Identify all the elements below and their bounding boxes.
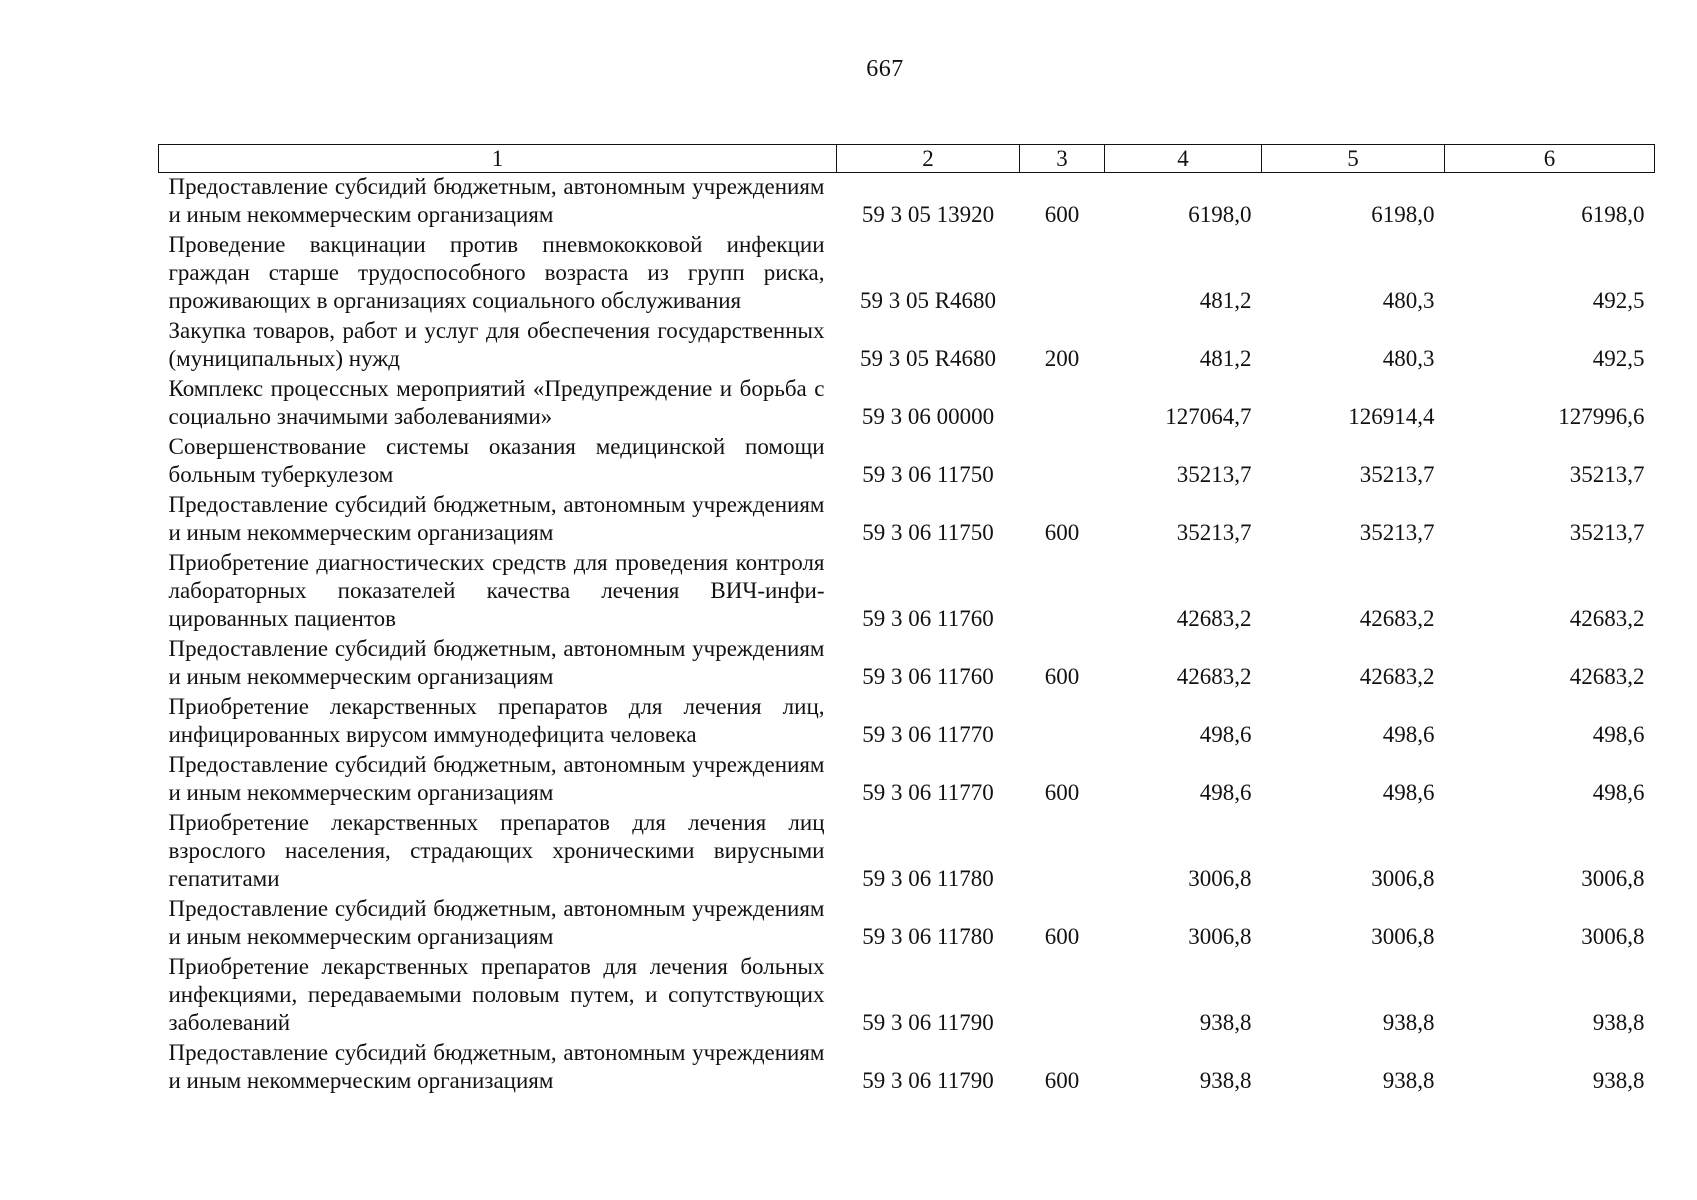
row-expense-type	[1020, 953, 1105, 1039]
row-code: 59 3 06 11770	[862, 722, 994, 747]
column-header-4: 4	[1105, 145, 1262, 173]
row-name: Закупка товаров, работ и услуг для обеспечения государственных (муниципальных) нужд	[168, 318, 825, 371]
row-value-year-2: 35213,7	[1359, 520, 1435, 545]
row-value-year-3: 42683,2	[1569, 606, 1645, 631]
row-expense-type	[1020, 693, 1105, 751]
row-value-year-1: 42683,2	[1176, 664, 1252, 689]
row-value-year-2: 480,3	[1382, 346, 1435, 371]
row-code: 59 3 06 11750	[862, 462, 994, 487]
column-header-2: 2	[837, 145, 1020, 173]
row-value-year-1: 481,2	[1199, 288, 1252, 313]
row-code: 59 3 05 R4680	[859, 346, 997, 371]
row-code: 59 3 06 00000	[861, 404, 995, 429]
table-row	[159, 173, 1655, 232]
row-value-year-3: 492,5	[1592, 288, 1645, 313]
table-body	[159, 173, 1655, 1098]
row-name: Предоставление субсидий бюджетным, автономным учреждениям и иным некоммерческим организациям	[168, 1040, 825, 1093]
row-value-year-2: 35213,7	[1359, 462, 1435, 487]
row-name: Предоставление субсидий бюджетным, автономным учреждениям и иным некоммерческим организациям	[168, 752, 825, 805]
row-value-year-1: 498,6	[1199, 722, 1252, 747]
row-expense-type: 600	[1044, 924, 1080, 949]
row-value-year-1: 35213,7	[1176, 520, 1252, 545]
row-value-year-1: 6198,0	[1188, 202, 1252, 227]
row-code: 59 3 05 13920	[861, 202, 995, 227]
table-row	[159, 635, 1655, 693]
row-value-year-2: 498,6	[1382, 722, 1435, 747]
row-name: Предоставление субсидий бюджетным, автономным учреждениям и иным некоммерческим организациям	[168, 492, 825, 545]
row-expense-type: 600	[1044, 1068, 1080, 1093]
budget-table	[158, 144, 1655, 1097]
table-row	[159, 895, 1655, 953]
row-value-year-2: 498,6	[1382, 780, 1435, 805]
row-code: 59 3 06 11760	[862, 606, 994, 631]
column-header-3: 3	[1020, 145, 1105, 173]
row-value-year-3: 498,6	[1592, 780, 1645, 805]
row-name: Комплекс процессных мероприятий «Предупреждение и борьба с социально значимыми заболеваниями»	[168, 376, 825, 429]
table-row	[159, 953, 1655, 1039]
row-value-year-2: 480,3	[1382, 288, 1435, 313]
row-name: Приобретение диагностических средств для проведения контроля лабораторных показателей качества лечения ВИЧ-инфицированных пациентов	[168, 550, 825, 631]
table-row	[159, 231, 1655, 317]
row-value-year-1: 498,6	[1199, 780, 1252, 805]
table-row	[159, 549, 1655, 635]
row-value-year-1: 481,2	[1199, 346, 1252, 371]
row-name: Приобретение лекарственных препаратов для лечения лиц, инфицированных вирусом иммунодефицита человека	[168, 694, 825, 747]
row-value-year-2: 6198,0	[1371, 202, 1435, 227]
row-code: 59 3 06 11760	[862, 664, 994, 689]
row-expense-type: 200	[1044, 346, 1080, 371]
row-value-year-2: 126914,4	[1348, 404, 1435, 429]
page-number: 667	[866, 56, 904, 82]
row-value-year-2: 3006,8	[1371, 866, 1435, 891]
row-value-year-3: 3006,8	[1581, 924, 1645, 949]
row-code: 59 3 06 11770	[862, 780, 994, 805]
row-value-year-3: 127996,6	[1558, 404, 1645, 429]
row-value-year-3: 35213,7	[1569, 520, 1645, 545]
column-header-1: 1	[159, 145, 837, 173]
row-code: 59 3 06 11790	[862, 1010, 994, 1035]
row-expense-type: 600	[1044, 520, 1080, 545]
row-value-year-1: 3006,8	[1188, 866, 1252, 891]
row-value-year-2: 42683,2	[1359, 664, 1435, 689]
table-row	[159, 1039, 1655, 1097]
table-row	[159, 375, 1655, 433]
row-value-year-1: 3006,8	[1188, 924, 1252, 949]
row-value-year-3: 938,8	[1592, 1068, 1645, 1093]
row-value-year-1: 42683,2	[1176, 606, 1252, 631]
row-value-year-3: 938,8	[1592, 1010, 1645, 1035]
row-value-year-3: 3006,8	[1581, 866, 1645, 891]
row-expense-type: 600	[1044, 202, 1080, 227]
table-row	[159, 751, 1655, 809]
table-row	[159, 809, 1655, 895]
row-value-year-3: 35213,7	[1569, 462, 1645, 487]
row-name: Предоставление субсидий бюджетным, автономным учреждениям и иным некоммерческим организациям	[168, 896, 825, 949]
row-code: 59 3 06 11750	[862, 520, 994, 545]
table-row	[159, 693, 1655, 751]
row-expense-type: 600	[1044, 664, 1080, 689]
row-name: Совершенствование системы оказания медицинской помощи больным туберкулезом	[168, 434, 825, 487]
row-expense-type	[1020, 809, 1105, 895]
row-value-year-1: 127064,7	[1165, 404, 1252, 429]
row-name: Проведение вакцинации против пневмококковой инфекции граждан старше трудоспособного возраста из групп риска, проживающих в организациях социального обслуживания	[168, 232, 825, 313]
row-code: 59 3 05 R4680	[859, 288, 997, 313]
table-row	[159, 317, 1655, 375]
row-expense-type	[1020, 433, 1105, 491]
row-value-year-1: 35213,7	[1176, 462, 1252, 487]
row-name: Приобретение лекарственных препаратов для лечения больных инфекциями, передаваемыми половым путем, и сопутствующих заболеваний	[168, 954, 825, 1035]
row-value-year-2: 938,8	[1382, 1068, 1435, 1093]
row-value-year-3: 498,6	[1592, 722, 1645, 747]
row-code: 59 3 06 11780	[862, 866, 994, 891]
row-value-year-1: 938,8	[1199, 1068, 1252, 1093]
column-header-6: 6	[1445, 145, 1655, 173]
row-value-year-3: 492,5	[1592, 346, 1645, 371]
row-value-year-1: 938,8	[1199, 1010, 1252, 1035]
row-name: Предоставление субсидий бюджетным, автономным учреждениям и иным некоммерческим организациям	[168, 636, 825, 689]
table-row	[159, 491, 1655, 549]
row-value-year-2: 3006,8	[1371, 924, 1435, 949]
column-header-5: 5	[1262, 145, 1445, 173]
table-row	[159, 433, 1655, 491]
row-value-year-3: 42683,2	[1569, 664, 1645, 689]
row-code: 59 3 06 11790	[862, 1068, 994, 1093]
row-value-year-2: 938,8	[1382, 1010, 1435, 1035]
row-value-year-3: 6198,0	[1581, 202, 1645, 227]
row-expense-type: 600	[1044, 780, 1080, 805]
table-header	[159, 145, 1655, 173]
row-name: Приобретение лекарственных препаратов для лечения лиц взрослого населения, страдающих хроническими вирусными гепатитами	[168, 810, 825, 891]
row-code: 59 3 06 11780	[862, 924, 994, 949]
row-expense-type	[1020, 549, 1105, 635]
row-expense-type	[1020, 375, 1105, 433]
row-expense-type	[1020, 231, 1105, 317]
row-name: Предоставление субсидий бюджетным, автономным учреждениям и иным некоммерческим организациям	[168, 174, 825, 227]
row-value-year-2: 42683,2	[1359, 606, 1435, 631]
